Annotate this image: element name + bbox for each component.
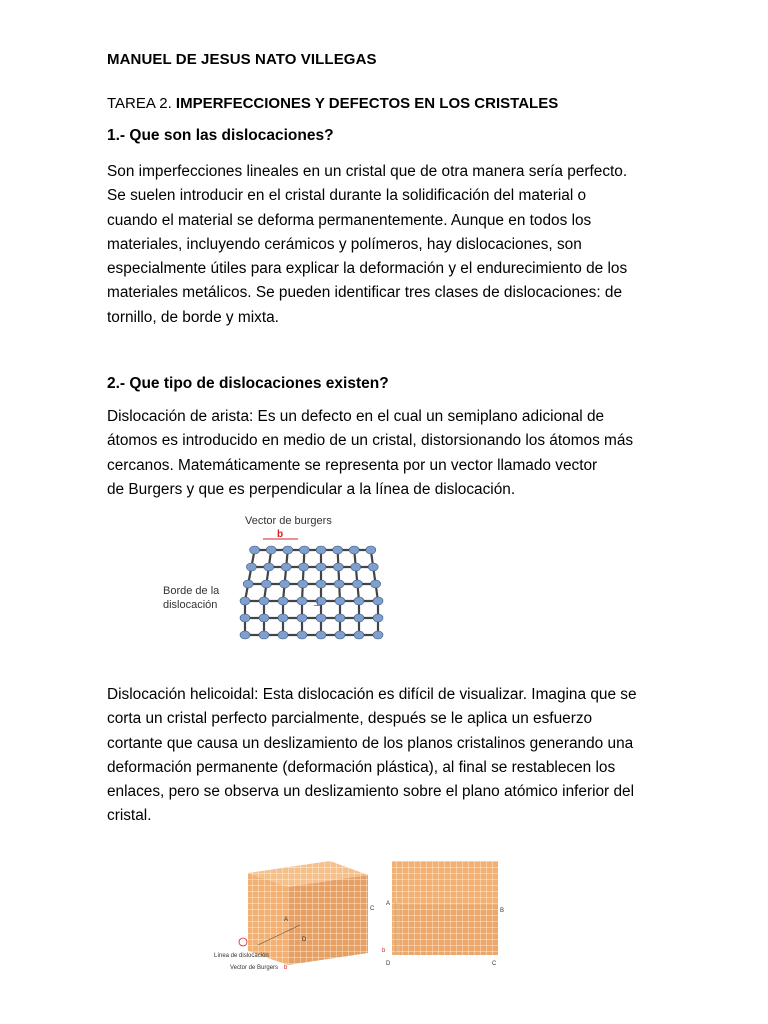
lattice-atom xyxy=(316,563,326,571)
slab-label-b-small: b xyxy=(382,948,386,954)
cube-left-face xyxy=(248,873,288,965)
slab-label-c: C xyxy=(492,961,497,967)
lattice-atom xyxy=(298,580,308,588)
paragraph-line: Son imperfecciones lineales en un cristal que de otra manera sería perfecto. xyxy=(107,163,628,180)
lattice-atom xyxy=(335,597,345,605)
lattice-atom xyxy=(316,580,326,588)
lattice-atom xyxy=(297,597,307,605)
lattice-atom xyxy=(261,580,271,588)
lattice-atom xyxy=(373,597,383,605)
paragraph-line: corta un cristal perfecto parcialmente, después se le aplica un esfuerzo xyxy=(107,710,593,728)
lattice-atom xyxy=(354,614,364,622)
question-1: 1.- Que son las dislocaciones? xyxy=(107,127,334,144)
lattice-atom xyxy=(250,546,260,554)
paragraph-line: de Burgers y que es perpendicular a la línea de dislocación. xyxy=(107,480,516,498)
paragraph-line: Dislocación de arista: Es un defecto en el cual un semiplano adicional de xyxy=(107,408,605,425)
paragraph-line: Se suelen introducir en el cristal durante la solidificación del material o xyxy=(107,187,587,205)
cube-label-c: C xyxy=(370,906,375,912)
slab-label-b: B xyxy=(500,908,505,914)
figure1-side-label-1: Borde de la xyxy=(163,585,220,597)
dislocation-marker-icon xyxy=(239,938,247,946)
paragraph-line: tornillo, de borde y mixta. xyxy=(107,308,279,326)
lattice-atom xyxy=(280,580,290,588)
figure1-title: Vector de burgers xyxy=(245,515,332,527)
lattice-atom xyxy=(333,563,343,571)
slipped-region xyxy=(400,905,498,955)
cube-label-a: A xyxy=(284,917,289,923)
cube-right-face xyxy=(288,875,368,965)
lattice-atom xyxy=(240,614,250,622)
paragraph-line: deformación permanente (deformación plástica), al final se restablecen los xyxy=(107,758,616,776)
paragraph-line: Dislocación helicoidal: Esta dislocación es difícil de visualizar. Imagina que se xyxy=(107,686,637,703)
line-label: Línea de dislocación xyxy=(214,953,269,959)
lattice-atom xyxy=(297,614,307,622)
vector-b-label: b xyxy=(284,965,288,971)
lattice-atom xyxy=(297,631,307,639)
lattice-atom xyxy=(278,614,288,622)
lattice-atom xyxy=(373,614,383,622)
figure1-side-label-2: dislocación xyxy=(163,599,218,611)
lattice-atom xyxy=(259,597,269,605)
edge-dislocation-figure xyxy=(155,512,405,662)
lattice-atom xyxy=(349,546,359,554)
task-heading xyxy=(107,95,558,112)
lattice-atom xyxy=(368,563,378,571)
lattice-atom xyxy=(264,563,274,571)
lattice-atom xyxy=(243,580,253,588)
paragraph-line: cercanos. Matemáticamente se representa por un vector llamado vector xyxy=(107,456,598,474)
screw-dislocation-figure xyxy=(210,855,510,980)
lattice-atom xyxy=(266,546,276,554)
lattice-atom xyxy=(299,546,309,554)
lattice-atom xyxy=(278,597,288,605)
lattice-atom xyxy=(335,614,345,622)
lattice-atom xyxy=(351,563,361,571)
lattice-atom xyxy=(283,546,293,554)
screw-dislocation-paragraph xyxy=(107,683,667,829)
paragraph-line: cuando el material se deforma permanentemente. Aunque en todos los xyxy=(107,211,592,229)
paragraph-line: especialmente útiles para explicar la deformación y el endurecimiento de los xyxy=(107,260,628,278)
lattice-atom xyxy=(335,631,345,639)
paragraph-line: materiales metálicos. Se pueden identificar tres clases de dislocaciones: de xyxy=(107,284,623,302)
lattice-atom xyxy=(259,614,269,622)
lattice-atom xyxy=(281,563,291,571)
lattice-atom xyxy=(366,546,376,554)
lattice-atom xyxy=(316,546,326,554)
lattice-atom xyxy=(354,597,364,605)
lattice-atom xyxy=(316,631,326,639)
paragraph-line: materiales, incluyendo cerámicos y polímeros, hay dislocaciones, son xyxy=(107,235,582,253)
lattice-atom xyxy=(299,563,309,571)
vector-label: Vector de Burgers xyxy=(230,965,279,971)
lattice-atom xyxy=(371,580,381,588)
task-prefix: TAREA 2. xyxy=(107,95,176,112)
lattice-atom xyxy=(259,631,269,639)
lattice-atom xyxy=(333,546,343,554)
paragraph-line: átomos es introducido en medio de un cristal, distorsionando los átomos más xyxy=(107,432,634,450)
task-title: IMPERFECCIONES Y DEFECTOS EN LOS CRISTALES xyxy=(175,95,559,112)
lattice-atom xyxy=(354,631,364,639)
slab-label-d: D xyxy=(386,961,391,967)
lattice-atom xyxy=(246,563,256,571)
lattice-atom xyxy=(334,580,344,588)
lattice-atom xyxy=(278,631,288,639)
dislocation-symbol: ⊥ xyxy=(313,598,322,609)
cube-label-d: D xyxy=(302,937,307,943)
atom-lattice xyxy=(240,546,383,639)
burgers-b-label: b xyxy=(277,529,284,540)
paragraph-line: enlaces, pero se observa un deslizamiento sobre el plano atómico inferior del xyxy=(107,783,635,801)
lattice-atom xyxy=(352,580,362,588)
question-2: 2.- Que tipo de dislocaciones existen? xyxy=(107,375,389,392)
lattice-atom xyxy=(240,631,250,639)
lattice-atom xyxy=(240,597,250,605)
paragraph-line: cristal. xyxy=(107,807,152,825)
paragraph-line: cortante que causa un deslizamiento de los planos cristalinos generando una xyxy=(107,734,634,752)
slab-label-a: A xyxy=(386,901,391,907)
lattice-atom xyxy=(316,614,326,622)
edge-dislocation-paragraph xyxy=(107,405,667,502)
answer-1-paragraph xyxy=(107,160,667,330)
lattice-atom xyxy=(373,631,383,639)
author-name: MANUEL DE JESUS NATO VILLEGAS xyxy=(107,51,377,68)
